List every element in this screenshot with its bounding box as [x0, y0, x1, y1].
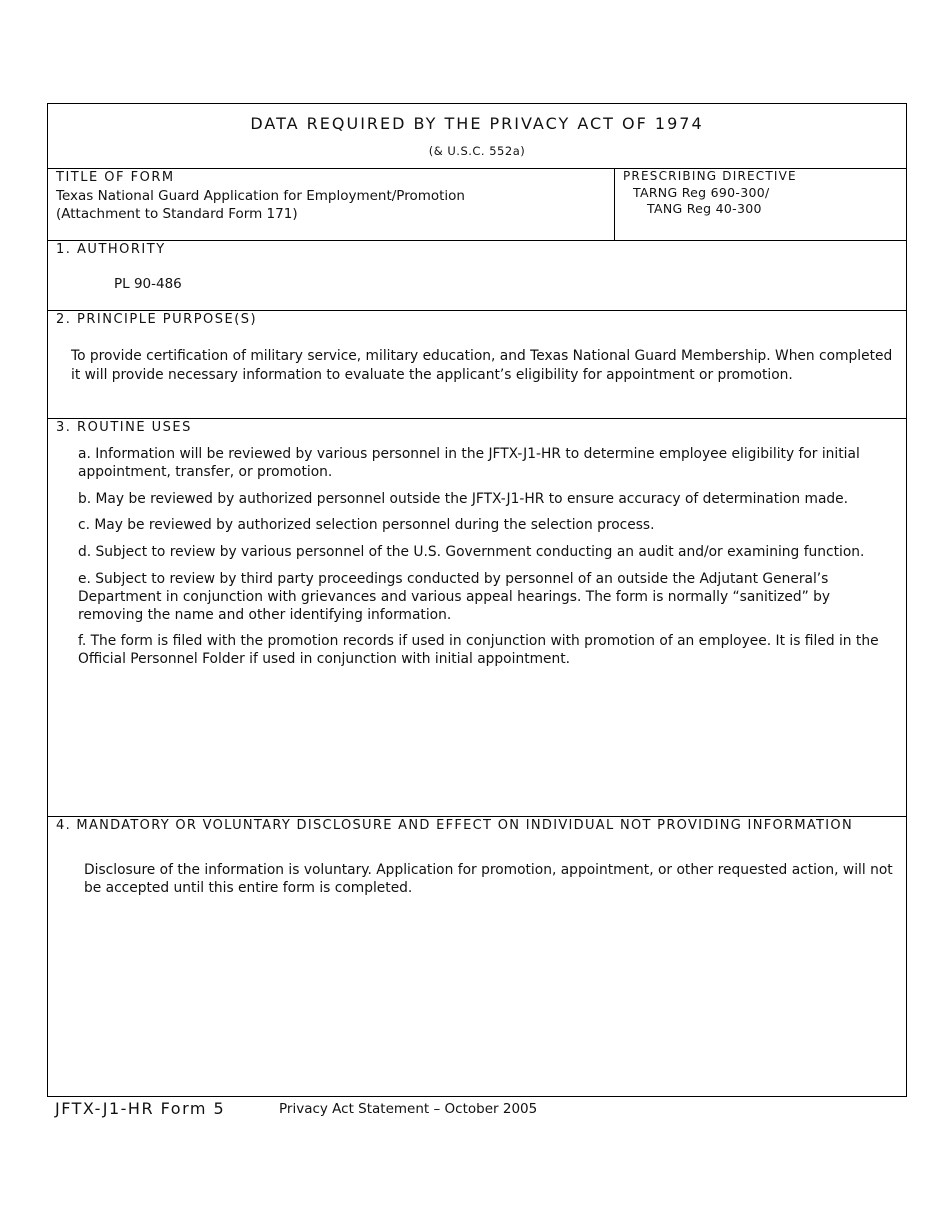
- routine-use-item: a. Information will be reviewed by various personnel in the JFTX-J1-HR to determine employee eligibility for initial appointment, transfer, or promotion.: [78, 446, 860, 480]
- routine-use-item: b. May be reviewed by authorized personnel outside the JFTX-J1-HR to ensure accuracy of determination made.: [78, 490, 849, 507]
- principle-purpose-label: 2. PRINCIPLE PURPOSE(S): [56, 312, 258, 327]
- routine-use-item: f. The form is filed with the promotion records if used in conjunction with promotion of an employee. It is filed in the Official Personnel Folder if used in conjunction with initial appointment.: [78, 633, 879, 668]
- privacy-statement-date: Privacy Act Statement – October 2005: [279, 1101, 538, 1117]
- routine-use-item: e. Subject to review by third party proceedings conducted by personnel of an outside the Adjutant General’s Department in conjunction with grievances and various appeal hearings. The form is normally “sanitized” by removing the name and other identifying information.: [78, 570, 831, 623]
- routine-use-item: d. Subject to review by various personnel of the U.S. Government conducting an audit and/or examining function.: [78, 544, 865, 561]
- authority-section: [48, 241, 906, 311]
- prescribing-directive-line1: TARNG Reg 690-300/: [633, 185, 770, 200]
- title-row: [48, 169, 906, 241]
- principle-purpose-section: [48, 311, 906, 419]
- title-of-form-line1: Texas National Guard Application for Employment/Promotion: [56, 188, 465, 204]
- authority-label: 1. AUTHORITY: [56, 242, 166, 257]
- mandatory-disclosure-label: 4. MANDATORY OR VOLUNTARY DISCLOSURE AND EFFECT ON INDIVIDUAL NOT PROVIDING INFORMATION: [56, 818, 853, 833]
- title-of-form-label: TITLE OF FORM: [56, 170, 175, 185]
- form-subtitle: (& U.S.C. 552a): [428, 144, 526, 158]
- principle-purpose-text: To provide certification of military service, military education, and Texas National Guard Membership. When completed it will provide necessary information to evaluate the applicant’s eligibility for appointment or promotion.: [71, 348, 893, 383]
- prescribing-directive-line2: TANG Reg 40-300: [647, 201, 762, 216]
- prescribing-directive-label: PRESCRIBING DIRECTIVE: [623, 169, 797, 183]
- form-number: JFTX-J1-HR Form 5: [55, 1099, 226, 1118]
- title-of-form-cell: [48, 169, 615, 240]
- routine-uses-section: [48, 419, 906, 817]
- title-of-form-value: [56, 187, 465, 223]
- prescribing-directive-cell: [615, 169, 906, 240]
- privacy-act-form: [47, 103, 907, 1097]
- form-header: [48, 104, 906, 169]
- routine-use-item: c. May be reviewed by authorized selection personnel during the selection process.: [78, 517, 655, 534]
- routine-uses-list: [78, 446, 888, 678]
- mandatory-disclosure-section: [48, 817, 906, 1098]
- mandatory-disclosure-text: Disclosure of the information is voluntary. Application for promotion, appointment, or other requested action, will not be accepted until this entire form is completed.: [84, 862, 893, 896]
- form-title: DATA REQUIRED BY THE PRIVACY ACT OF 1974: [250, 114, 704, 133]
- routine-uses-label: 3. ROUTINE USES: [56, 420, 192, 435]
- title-of-form-line2: (Attachment to Standard Form 171): [56, 206, 298, 222]
- authority-value: PL 90-486: [114, 276, 182, 292]
